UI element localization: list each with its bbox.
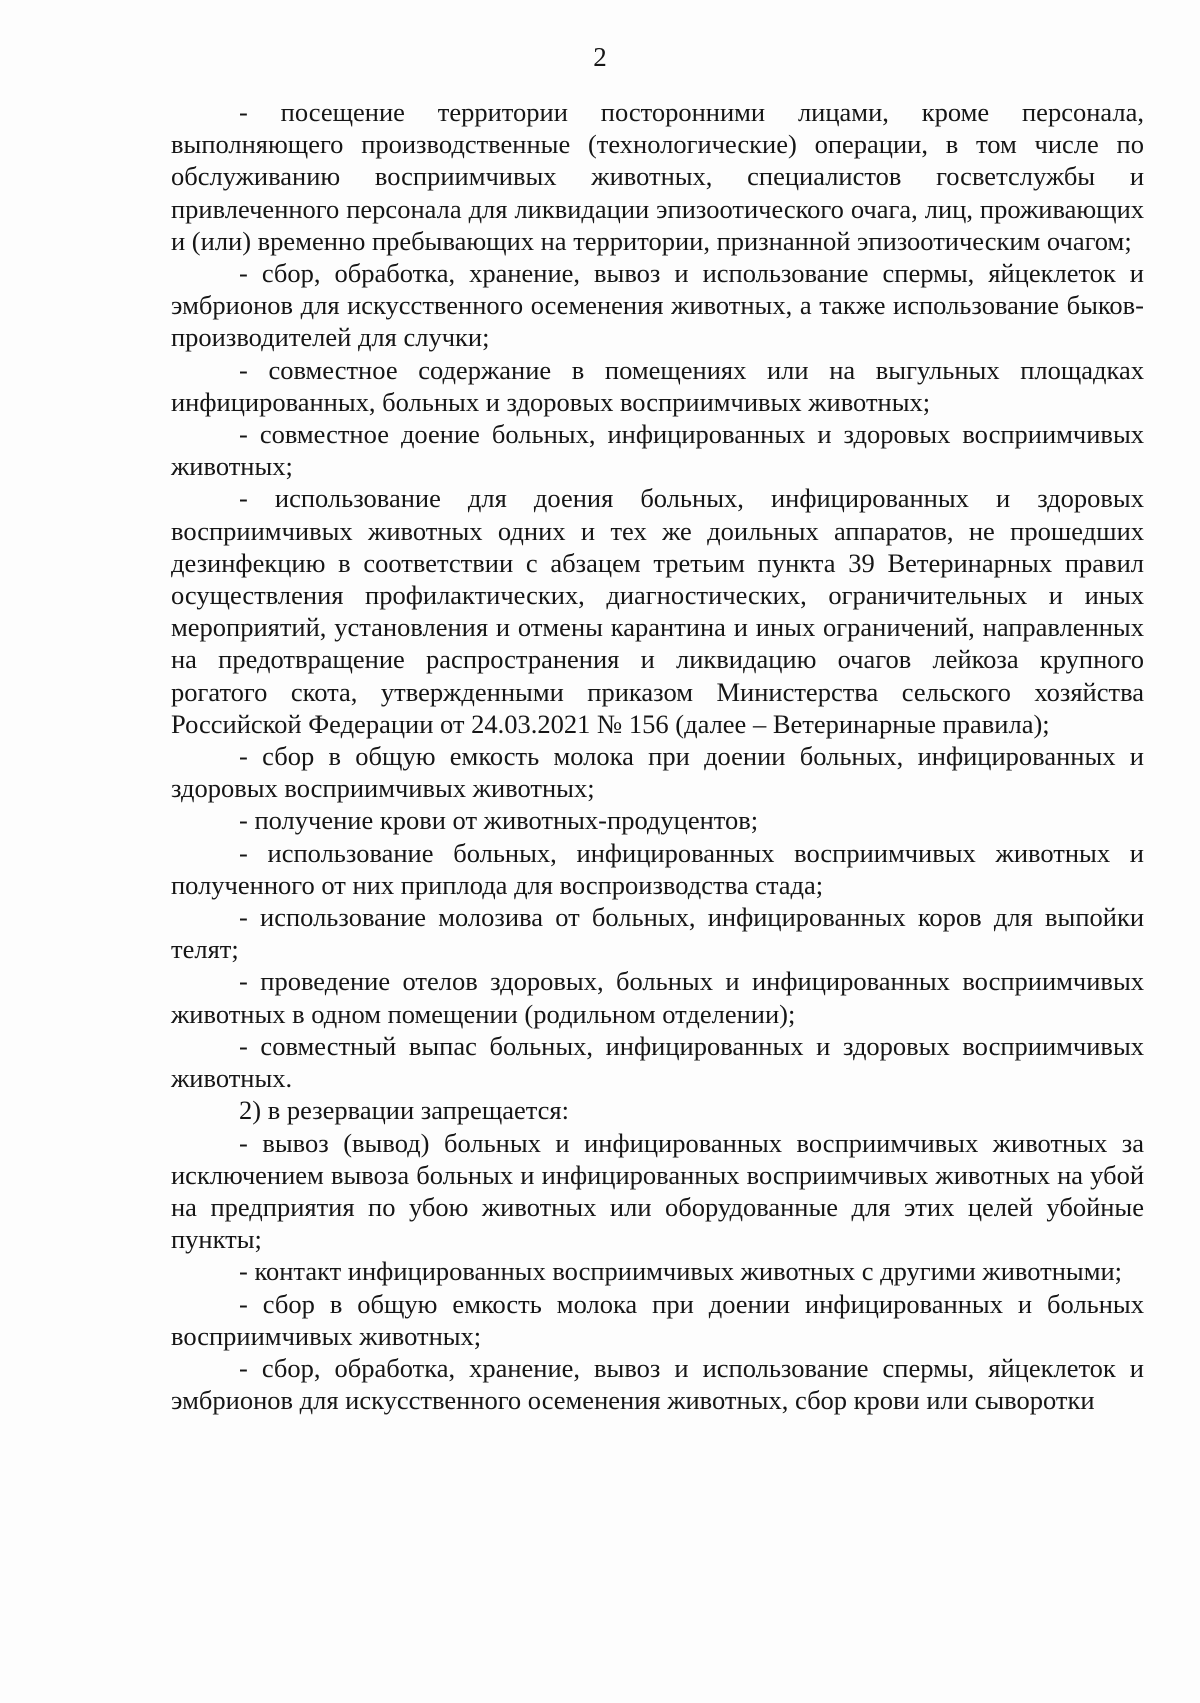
paragraph-animal-contact: - контакт инфицированных восприимчивых животных с другими животными; — [239, 1256, 1123, 1287]
paragraph-milking-equipment: - использование для доения больных, инфицированных и здоровых восприимчивых животных одних и тех же доильных аппаратов, не прошедших дезинфекцию в соответствии с абзацем третьим пункта 39 Ветеринарных правил осуществления профилактических, диагностических, ограничительных и иных мероприятий, установления и отмены карантина и иных ограничений, направленных на предотвращение распространения и ликвидацию очагов лейкоза крупного рогатого скота, утвержденными приказом Министерства сельского хозяйства Российской Федерации от 24.03.2021 № 156 (далее – Ветеринарные правила); — [171, 483, 1144, 739]
paragraph-breeding-use: - использование больных, инфицированных восприимчивых животных и полученного от них приплода для воспроизводства стада; — [171, 837, 1144, 900]
paragraph-calving: - проведение отелов здоровых, больных и инфицированных восприимчивых животных в одном помещении (родильном отделении); — [171, 966, 1144, 1029]
paragraph-joint-grazing: - совместный выпас больных, инфицированных и здоровых восприимчивых животных. — [171, 1030, 1144, 1094]
paragraph-milk-collection: - сбор в общую емкость молока при доении больных, инфицированных и здоровых восприимчивых животных; — [171, 741, 1144, 804]
paragraph-blood-donors: - получение крови от животных-продуцентов; — [239, 805, 759, 836]
paragraph-joint-milking: - совместное доение больных, инфицированных и здоровых восприимчивых животных; — [171, 419, 1144, 482]
paragraph-reservation-milk-collection: - сбор в общую емкость молока при доении инфицированных и больных восприимчивых животных; — [171, 1288, 1144, 1351]
paragraph-joint-housing: - совместное содержание в помещениях или на выгульных площадках инфицированных, больных и здоровых восприимчивых животных; — [171, 354, 1144, 417]
paragraph-colostrum-use: - использование молозива от больных, инфицированных коров для выпойки телят; — [171, 902, 1144, 965]
paragraph-semen-embryo-collection: - сбор, обработка, хранение, вывоз и использование спермы, яйцеклеток и эмбрионов для искусственного осеменения животных, а также использование быков-производителей для случки; — [171, 258, 1144, 353]
paragraph-reservation-heading: 2) в резервации запрещается: — [239, 1095, 569, 1126]
paragraph-export-restriction: - вывоз (вывод) больных и инфицированных восприимчивых животных за исключением вывоза больных и инфицированных восприимчивых животных на убой на предприятия по убою животных или оборудованные для этих целей убойные пункты; — [171, 1127, 1144, 1255]
paragraph-visitor-restriction: - посещение территории посторонними лицами, кроме персонала, выполняющего производственные (технологические) операции, в том числе по обслуживанию восприимчивых животных, специалистов госветслужбы и привлеченного персонала для ликвидации эпизоотического очага, лиц, проживающих и (или) временно пребывающих на территории, признанной эпизоотическим очагом; — [171, 97, 1144, 256]
paragraph-reservation-semen-blood: - сбор, обработка, хранение, вывоз и использование спермы, яйцеклеток и эмбрионов для искусственного осеменения животных, сбор крови или сыворотки — [171, 1352, 1144, 1416]
document-body — [171, 96, 1144, 1416]
page-number: 2 — [593, 42, 607, 72]
